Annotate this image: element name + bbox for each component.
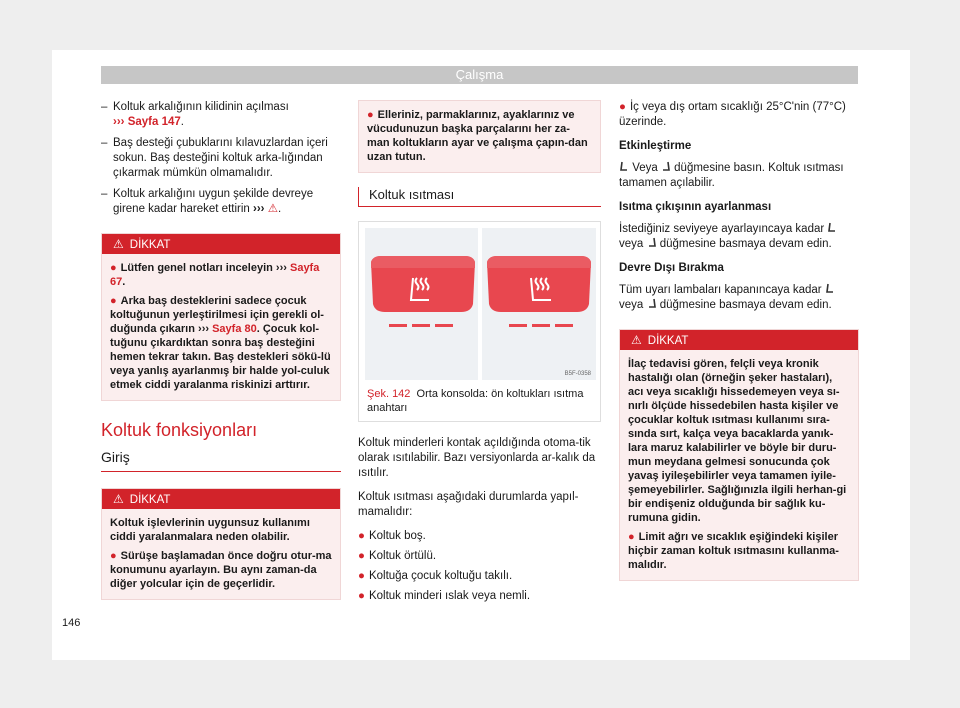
page-header: Çalışma <box>101 66 858 84</box>
list-item: ● Koltuk minderi ıslak veya nemli. <box>358 590 531 602</box>
warning-box <box>101 233 341 401</box>
seat-heat-right-icon <box>647 237 657 248</box>
step-item: – Koltuk arkalığını uygun şekilde devreye girene kadar hareket ettirin ››› ⚠. <box>101 188 314 215</box>
seat-heat-left-icon <box>827 222 837 233</box>
section-title: Koltuk fonksiyonları <box>101 420 258 440</box>
seat-heat-left-icon <box>619 161 629 172</box>
warning-box-continued <box>358 100 601 173</box>
figure-caption: Şek. 142 Orta konsolda: ön koltukları ısıtma anahtarı <box>367 388 584 414</box>
list-item: ● İç veya dış ortam sıcaklığı 25°C'nin (77°C) üzerinde. <box>619 101 846 128</box>
paragraph: Tüm uyarı lambaları kapanıncaya kadar veya düğmesine basmaya devam edin. <box>619 283 859 313</box>
warning-triangle-icon: ⚠ <box>113 237 124 251</box>
bullet-icon: ● <box>628 531 635 543</box>
list-item: ● Koltuk örtülü. <box>358 550 437 562</box>
page-link[interactable]: Sayfa 80 <box>212 323 257 335</box>
heading: Isıtma çıkışının ayarlanması <box>619 201 772 213</box>
seat-heating-switch-image <box>365 228 596 380</box>
warning-body: ● Lütfen genel notları inceleyin ››› Sayfa 67. ● Arka baş desteklerini sadece çocuk koltuğunun yerleştirilmesi için gerekli ol-duğunda çıkarın ››› Sayfa 80. Çocuk kol-tuğunu çıkardıktan sonra baş desteğini hemen tekrar takın. Baş destekleri sökü-lü veya yanlış ayarlanmış bir halde yol-culuk etmek ciddi yaralanma riskinizi arttırır. <box>110 262 331 391</box>
svg-text:B5F-0358: B5F-0358 <box>564 371 591 377</box>
figure-image <box>365 228 594 380</box>
seat-heat-right-icon <box>647 298 657 309</box>
paragraph: Koltuk minderleri kontak açıldığında otoma-tik olarak ısıtılabilir. Bazı versiyonlarda ar-kalık da ısıtılır. <box>358 437 596 479</box>
bullet-icon: ● <box>110 262 117 274</box>
warning-box <box>101 488 341 600</box>
seat-heat-right-icon <box>661 161 671 172</box>
paragraph: İstediğiniz seviyeye ayarlayıncaya kadar veya düğmesine basmaya devam edin. <box>619 222 859 252</box>
section-title: Koltuk ısıtması <box>358 187 601 207</box>
warning-triangle-icon: ⚠ <box>631 333 642 347</box>
paragraph: Koltuk ısıtması aşağıdaki durumlarda yapıl-mamalıdır: <box>358 491 579 518</box>
page-link[interactable]: ››› Sayfa 147 <box>113 116 181 128</box>
step-item: – Koltuk arkalığının kilidinin açılması ››› Sayfa 147. <box>101 101 289 128</box>
column-middle <box>358 100 601 609</box>
paragraph: Veya düğmesine basın. Koltuk ısıtması tamamen açılabilir. <box>619 162 844 189</box>
warning-box <box>619 329 859 581</box>
page-link[interactable]: Sayfa 67 <box>110 262 320 288</box>
warning-header: ⚠ DİKKAT <box>620 330 858 350</box>
column-right <box>619 100 859 581</box>
subsection-title: Giriş <box>101 450 341 472</box>
list-item: ● Koltuk boş. <box>358 530 426 542</box>
bullet-icon: ● <box>110 295 117 307</box>
warning-body: İlaç tedavisi gören, felçli veya kronik hastalığı olan (örneğin şeker hastaları), acı veya sıcaklığı hissedemeyen veya sı-nırlı ölçüde hissedebilen hasta kişiler ve çocuklar koltuk ısıtması kullanımı sıra-sında sırt, kalça veya bacaklarda yanık-lara maruz kalabilirler ve böyle bir duru-mun meydana gelmesi sonucunda çok yavaş iyileşebilirler veya tamamen iyile-şemeyebilirler. Sağlığınızla ilgili herhan-gi bir endişeniz olduğunda bir sağlık ku-rumuna gidin. ● Limit ağrı ve sıcaklık eşiğindeki kişiler hiçbir zaman koltuk ısıtmasını kullanma-malıdır. <box>628 358 847 571</box>
seat-heat-left-icon <box>825 283 835 294</box>
warning-body: ● Elleriniz, parmaklarınız, ayaklarınız ve vücudunuzun başka parçalarını her za-man koltukların ayar ve çalışma çapın-dan uzan tutun. <box>367 109 588 163</box>
heading: Devre Dışı Bırakma <box>619 262 724 274</box>
warning-triangle-icon: ⚠ <box>113 492 124 506</box>
warning-triangle-icon: ⚠ <box>267 203 279 215</box>
bullet-icon: ● <box>367 109 374 121</box>
figure <box>358 221 601 422</box>
bullet-icon: ● <box>110 550 117 562</box>
page-number: 146 <box>62 617 81 629</box>
warning-body: Koltuk işlevlerinin uygunsuz kullanımı ciddi yaralanmalara neden olabilir. ● Sürüşe başlamadan önce doğru otur-ma konumunu ayarlayın. Bu aynı zaman-da diğer yolcular için de geçerlidir. <box>110 517 332 590</box>
warning-header: ⚠ DİKKAT <box>102 489 340 509</box>
column-left <box>101 100 341 600</box>
heading: Etkinleştirme <box>619 140 692 152</box>
list-item: ● Koltuğa çocuk koltuğu takılı. <box>358 570 513 582</box>
step-item: – Baş desteği çubuklarını kılavuzlardan içeri sokun. Baş desteğini koltuk arka-lığından çıkarmak mümkün olmamalıdır. <box>101 137 328 179</box>
warning-header: ⚠ DİKKAT <box>102 234 340 254</box>
